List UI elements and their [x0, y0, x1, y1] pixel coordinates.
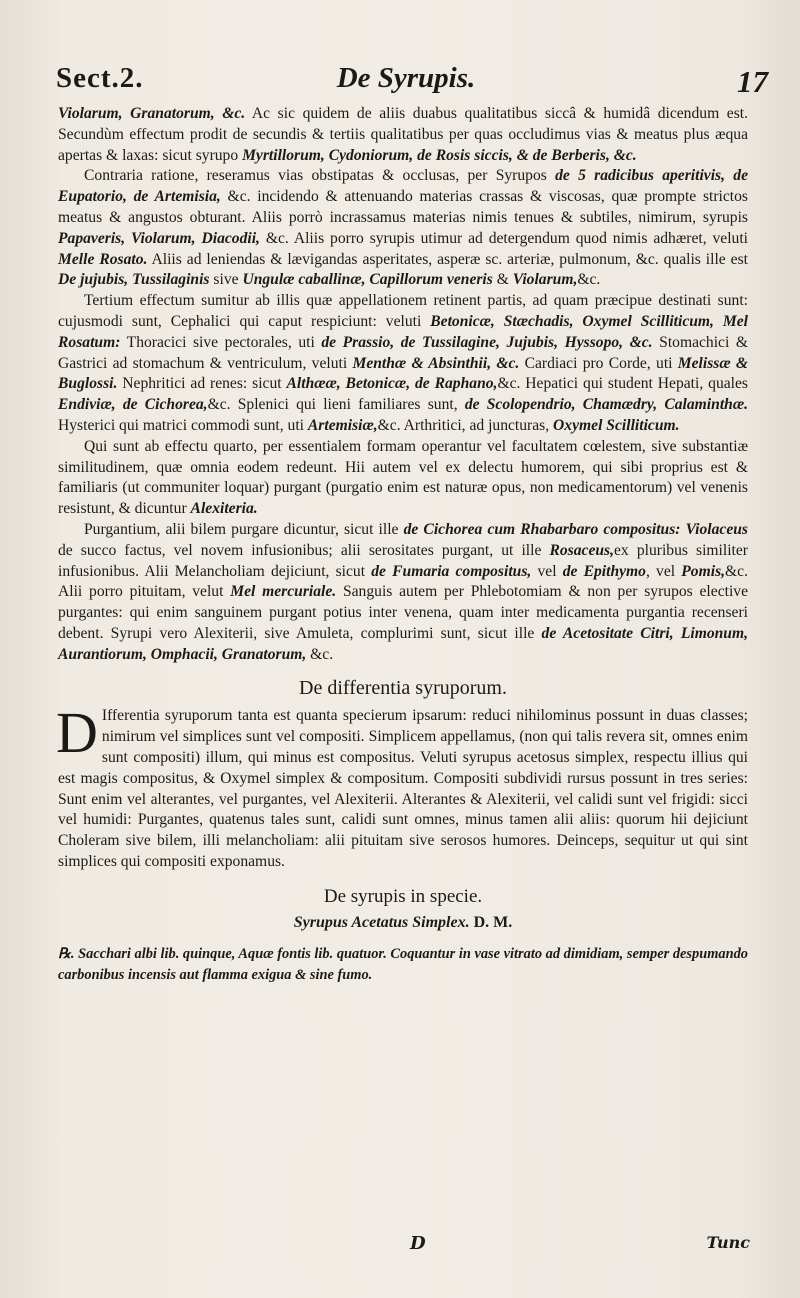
text-run: de succo factus, vel novem infusionibus; alii serositates purgant, ut ille [58, 541, 550, 559]
italic-phrase: Oxymel Scilliticum. [553, 416, 680, 434]
italic-phrase: de Prassio, de Tussilagine, Jujubis, Hyssopo, &c. [321, 333, 653, 351]
paragraph-4 [58, 437, 748, 520]
text-run: Cardiaci pro Corde, uti [519, 354, 678, 372]
italic-phrase: Menthæ & Absinthii, &c. [352, 354, 520, 372]
text-run: Ac sic quidem de aliis duabus qualitatibus siccâ & humidâ dicendum est. Secundùm effectum prodit de secundis & tertiis qualitatibus per quas occludimus vias & meatus plus æqua apertas & laxas: sicut syrupo [58, 105, 749, 164]
text-run: vel [531, 562, 563, 580]
italic-phrase: Myrtillorum, Cydoniorum, de Rosis siccis, & de Berberis, &c. [242, 146, 637, 164]
italic-phrase: Althææ, Betonicæ, de Raphano, [286, 375, 498, 393]
text-run: &c. Alii porro pituitam, velut [58, 562, 748, 601]
paragraph-1 [58, 104, 748, 166]
italic-phrase: Melissæ & Buglossi. [58, 354, 748, 393]
text-run: , vel [645, 562, 682, 580]
italic-phrase: De jujubis, Tussilaginis [58, 271, 210, 289]
italic-phrase: Pomis, [681, 562, 726, 580]
running-header [56, 62, 768, 102]
italic-phrase: Mel mercuriale. [230, 583, 337, 601]
italic-phrase: Rosaceus, [549, 541, 615, 559]
italic-phrase: Alexiteria. [190, 500, 258, 518]
italic-phrase: Violarum, [512, 271, 578, 289]
drop-cap: D [56, 700, 98, 766]
section-heading-differentia: De differentia syruporum. [299, 676, 507, 699]
italic-phrase: de Fumaria compositus, [371, 562, 532, 580]
text-run: Tertium effectum sumitur ab illis quæ appellationem retinent partis, ad quam præcipue destinati sunt: cujusmodi sunt, Cephalici qui caput respiciunt: veluti [58, 292, 748, 330]
paragraph-2 [58, 166, 748, 291]
text-run: Stomachici & Gastrici ad stomachum & ventriculum, veluti [58, 333, 748, 372]
text-run: sive [209, 271, 243, 289]
text-run: Purgantium, alii bilem purgare dicuntur, sicut ille [84, 520, 404, 538]
italic-phrase: de 5 radicibus aperitivis, de Eupatorio, de Artemisia, [58, 167, 748, 206]
italic-phrase: Syrupus Acetatus Simplex. [293, 914, 470, 932]
text-run: & [492, 271, 513, 289]
italic-phrase: Artemisiæ, [307, 416, 378, 434]
text-run: Sanguis autem per Phlebotomiam & non per syrupos elective purgantes: qui enim sanguinem purgant potius inter venena, quam inter medicamenta purgantia recenseri debent. Syrupi vero Alexiterii, sive Amuleta, complurimi sunt, sicut ille [58, 583, 748, 642]
italic-phrase: de Cichorea cum Rhabarbaro compositus: Violaceus [403, 520, 748, 538]
running-title: De Syrupis. [336, 62, 476, 94]
text-run: Ifferentia syruporum tanta est quanta specierum ipsarum: reduci nihilominus possunt in duas classes; nimirum vel simplices sunt vel compositi. Simplicem appellamus, (non qui talis revera sit, omnes enim sunt compositi) illum, qui minus est compositus. Veluti syrupus acetosus simplex, respectu illius qui est magis compositus, & Oxymel simplex & compositum. Compositi subdividi rursus possunt in tres series: Sunt enim vel alterantes, vel purgantes, vel Alexiterii. Alterantes & Alexiterii, vel calidi sunt vel frigidi: sicci vel humidi: Purgantes, quatenus tales sunt, calidi sunt omnes, minus tamen alii aliis: quorum hii dejiciunt Choleram sive bilem, illi melancholiam: alii pituitam sive serosos humores. Deinceps, sequitur ut qui sint simplices qui compositi exponamus. [58, 707, 748, 870]
italic-phrase: de Scolopendrio, Chamædry, Calaminthæ. [464, 396, 748, 414]
paragraph-differentia [56, 700, 748, 872]
text-run: Hysterici qui matrici commodi sunt, uti [58, 416, 308, 434]
italic-phrase: Endiviæ, de Cichorea, [58, 396, 208, 414]
italic-phrase: Melle Rosato. [58, 250, 148, 268]
text-run: Qui sunt ab effectu quarto, per essentialem formam operantur vel facultatem cœlestem, sive substantiæ similitudinem, quæ omnia eodem redeunt. Hii autem vel ex delectu humorem, qui sibi proprius est & familiaris (ut communiter loquar) purgant (purgatio enim est naturæ opus, non medicamentorum) vel venenis resistunt, & dicuntur [58, 437, 748, 518]
text-run: &c. [577, 271, 601, 289]
recipe-title [58, 913, 748, 934]
text-run: Contraria ratione, reseramus vias obstipatas & occlusas, per Syrupos [84, 167, 556, 185]
catchword: Tunc [706, 1233, 750, 1252]
text-run: ex pluribus similiter infusionibus. Alii Melancholiam dejiciunt, sicut [58, 541, 749, 580]
text-run: &c. Arthritici, ad juncturas, [377, 416, 554, 434]
text-run: &c. [306, 645, 334, 663]
italic-phrase: Betonicæ, Stæchadis, Oxymel Scilliticum, Mel Rosatum: [58, 312, 748, 351]
body-text [58, 104, 748, 986]
paragraph-3 [58, 291, 748, 437]
signature-mark: D [410, 1233, 426, 1254]
text-run: Thoracici sive pectorales, uti [120, 333, 322, 351]
text-run: &c. Splenici qui lieni familiares sunt, [207, 396, 465, 414]
recipe-text: ℞. Sacchari albi lib. quinque, Aquæ fontis lib. quatuor. Coquantur in vase vitrato ad dimidiam, semper despumando carbonibus incensis aut flamma exigua & sine fumo. [58, 946, 748, 984]
section-label: Sect.2. [56, 62, 144, 94]
italic-phrase: Violarum, Granatorum, &c. [58, 105, 246, 122]
text-run: D. M. [469, 914, 513, 932]
italic-phrase: de Acetositate Citri, Limonum, Aurantiorum, Omphacii, Granatorum, [58, 624, 748, 663]
text-run: &c. incidendo & attenuando materias crassas & viscosas, quæ prompte strictos meatus & angustos obturant. Aliis porrò incrassamus materias nimis tenues & subtiles, nimirum, syrupis [58, 188, 748, 226]
paragraph-5 [58, 520, 748, 666]
text-run: Aliis ad leniendas & lævigandas asperitates, asperæ sc. arteriæ, pulmonum, &c. qualis ille est [147, 250, 748, 268]
page-number: 17 [737, 64, 768, 99]
italic-phrase: de Epithymo [562, 562, 646, 580]
italic-phrase: Ungulæ caballinæ, Capillorum veneris [242, 271, 493, 289]
section-heading-in-specie: De syrupis in specie. [323, 885, 483, 907]
text-run: Nephritici ad renes: sicut [117, 375, 287, 393]
text-run: &c. Aliis porro syrupis utimur ad detergendum quod nimis adhæret, veluti [259, 229, 749, 247]
italic-phrase: Papaveris, Violarum, Diacodii, [58, 229, 260, 247]
text-run: &c. Hepatici qui student Hepati, quales [497, 375, 748, 393]
